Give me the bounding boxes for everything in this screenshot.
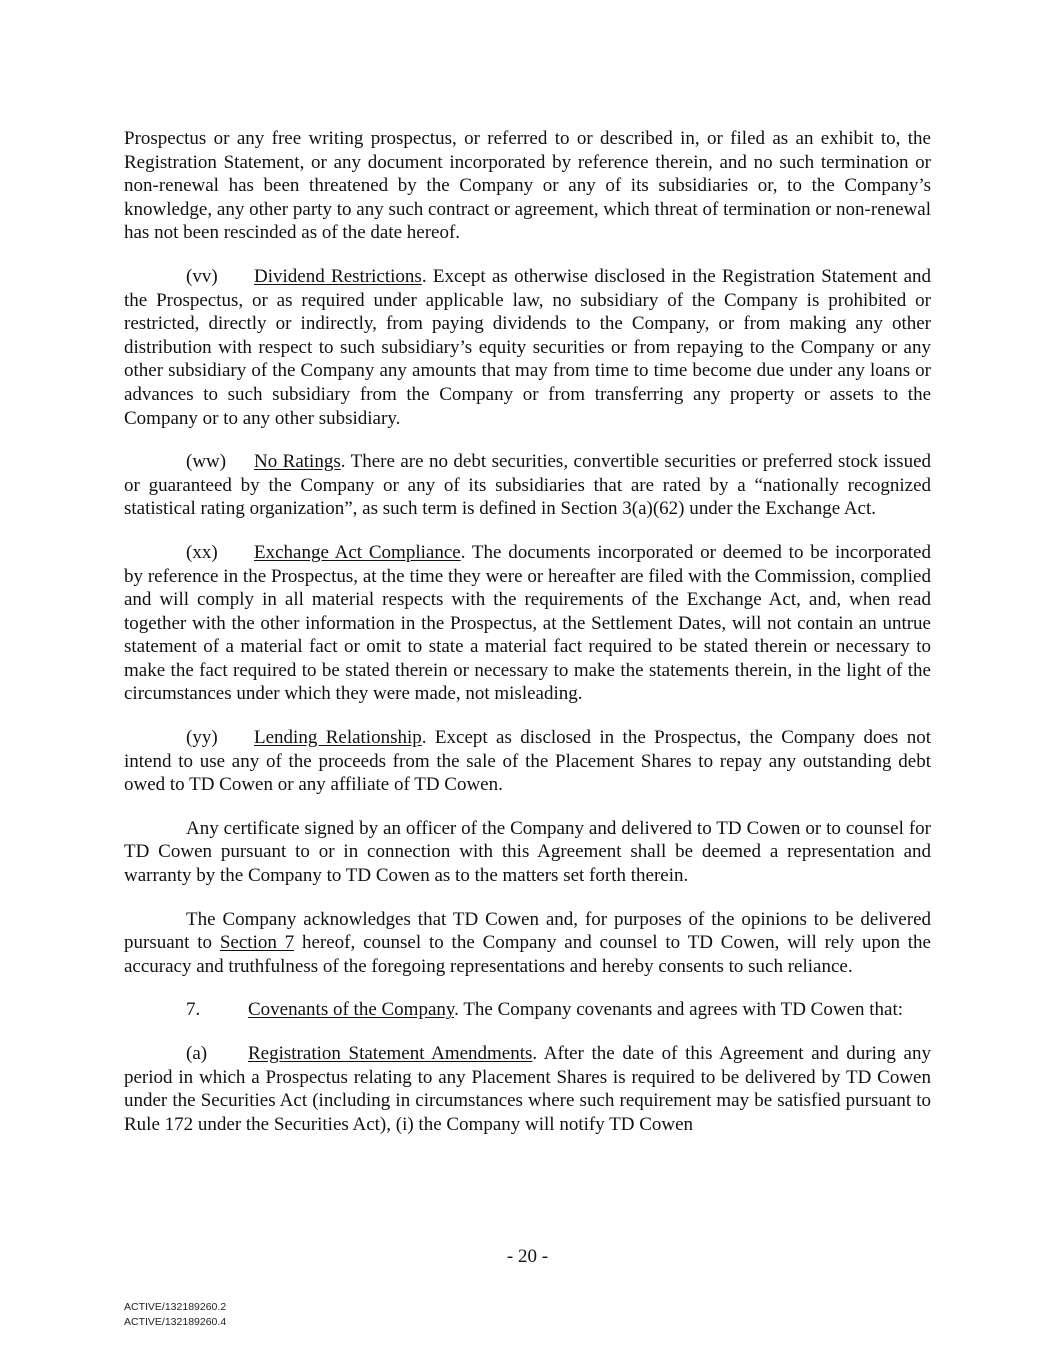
body-text bbox=[124, 127, 931, 1156]
paragraph-xx bbox=[124, 541, 931, 706]
paragraph-text: The Company acknowledges that TD Cowen and, for purposes of the opinions to be delivered pursuant to bbox=[124, 908, 931, 954]
paragraph-marker: (vv) bbox=[186, 265, 218, 287]
paragraph-yy bbox=[124, 726, 931, 797]
paragraph-a bbox=[124, 1042, 931, 1136]
paragraph-ww bbox=[124, 450, 931, 521]
paragraph-marker: (xx) bbox=[186, 541, 218, 563]
paragraph-heading: Exchange Act Compliance bbox=[254, 541, 461, 563]
paragraph-vv bbox=[124, 265, 931, 430]
paragraph-acknowledge bbox=[124, 908, 931, 979]
paragraph-marker: (yy) bbox=[186, 727, 218, 749]
paragraph-continuation bbox=[124, 127, 931, 245]
document-id: ACTIVE/132189260.2 bbox=[124, 1301, 227, 1313]
paragraph-heading: Registration Statement Amendments bbox=[248, 1043, 533, 1064]
paragraph-heading: No Ratings bbox=[254, 451, 341, 473]
document-id: ACTIVE/132189260.4 bbox=[124, 1316, 227, 1328]
paragraph-text: . After the date of this Agreement and during any period in which a Prospectus relating to any Placement Shares is required to be delivered by TD Cowen under the Securities Act (including in circumstances where such requirement may be satisfied pursuant to Rule 172 under the Securities Act), (i) the Company will notify TD Cowen bbox=[124, 1043, 931, 1135]
section-7-reference: Section 7 bbox=[219, 932, 295, 954]
document-ids bbox=[124, 1300, 226, 1330]
paragraph-text: . The documents incorporated or deemed to be incorporated by reference in the Prospectus, at the time they were or hereafter are filed with the Commission, complied and will comply in all material respects with the requirements of the Exchange Act, and, when read together with the other information in the Prospectus, at the Settlement Dates, will not contain an untrue statement of a material fact or omit to state a material fact required to be stated therein or necessary to make the fact required to be stated therein or necessary to make the statements therein, in the light of the circumstances under which they were made, not misleading. bbox=[124, 541, 931, 705]
page-number: - 20 - bbox=[506, 1246, 549, 1267]
paragraph-marker: (ww) bbox=[186, 451, 227, 473]
paragraph-text: Prospectus or any free writing prospectus, or referred to or described in, or filed as an exhibit to, the Registration Statement, or any document incorporated by reference therein, and no such termination or non-renewal has been threatened by the Company or any of its subsidiaries or, to the Company’s knowledge, any other party to any such contract or agreement, which threat of termination or non-renewal has not been rescinded as of the date hereof. bbox=[124, 128, 931, 244]
section-7-heading bbox=[124, 998, 931, 1022]
section-title: Covenants of the Company bbox=[248, 999, 455, 1021]
paragraph-text: . The Company covenants and agrees with TD Cowen that: bbox=[454, 999, 904, 1021]
paragraph-certificate bbox=[124, 817, 931, 888]
paragraph-text: Any certificate signed by an officer of the Company and delivered to TD Cowen or to counsel for TD Cowen pursuant to or in connection with this Agreement shall be deemed a representation and warranty by the Company to TD Cowen as to the matters set forth therein. bbox=[124, 817, 931, 887]
section-number: 7. bbox=[186, 999, 201, 1021]
paragraph-text: . There are no debt securities, convertible securities or preferred stock issued or guaranteed by the Company or any of its subsidiaries that are rated by a “nationally recognized statistical rating organization”, as such term is defined in Section 3(a)(62) under the Exchange Act. bbox=[124, 451, 931, 520]
paragraph-marker: (a) bbox=[186, 1043, 208, 1064]
paragraph-text: . Except as disclosed in the Prospectus, the Company does not intend to use any of the proceeds from the sale of the Placement Shares to repay any outstanding debt owed to TD Cowen or any affiliate of TD Cowen. bbox=[124, 727, 931, 796]
paragraph-text: . Except as otherwise disclosed in the Registration Statement and the Prospectus, or as required under applicable law, no subsidiary of the Company is prohibited or restricted, directly or indirectly, from paying dividends to the Company, or from making any other distribution with respect to such subsidiary’s equity securities or from repaying to the Company or any other subsidiary of the Company any amounts that may from time to time become due under any loans or advances to such subsidiary from the Company or from transferring any property or assets to the Company or to any other subsidiary. bbox=[124, 265, 932, 429]
paragraph-heading: Dividend Restrictions bbox=[254, 265, 422, 287]
paragraph-text: hereof, counsel to the Company and counsel to TD Cowen, will rely upon the accuracy and truthfulness of the foregoing representations and hereby consents to such reliance. bbox=[124, 932, 931, 977]
paragraph-heading: Lending Relationship bbox=[254, 727, 422, 749]
